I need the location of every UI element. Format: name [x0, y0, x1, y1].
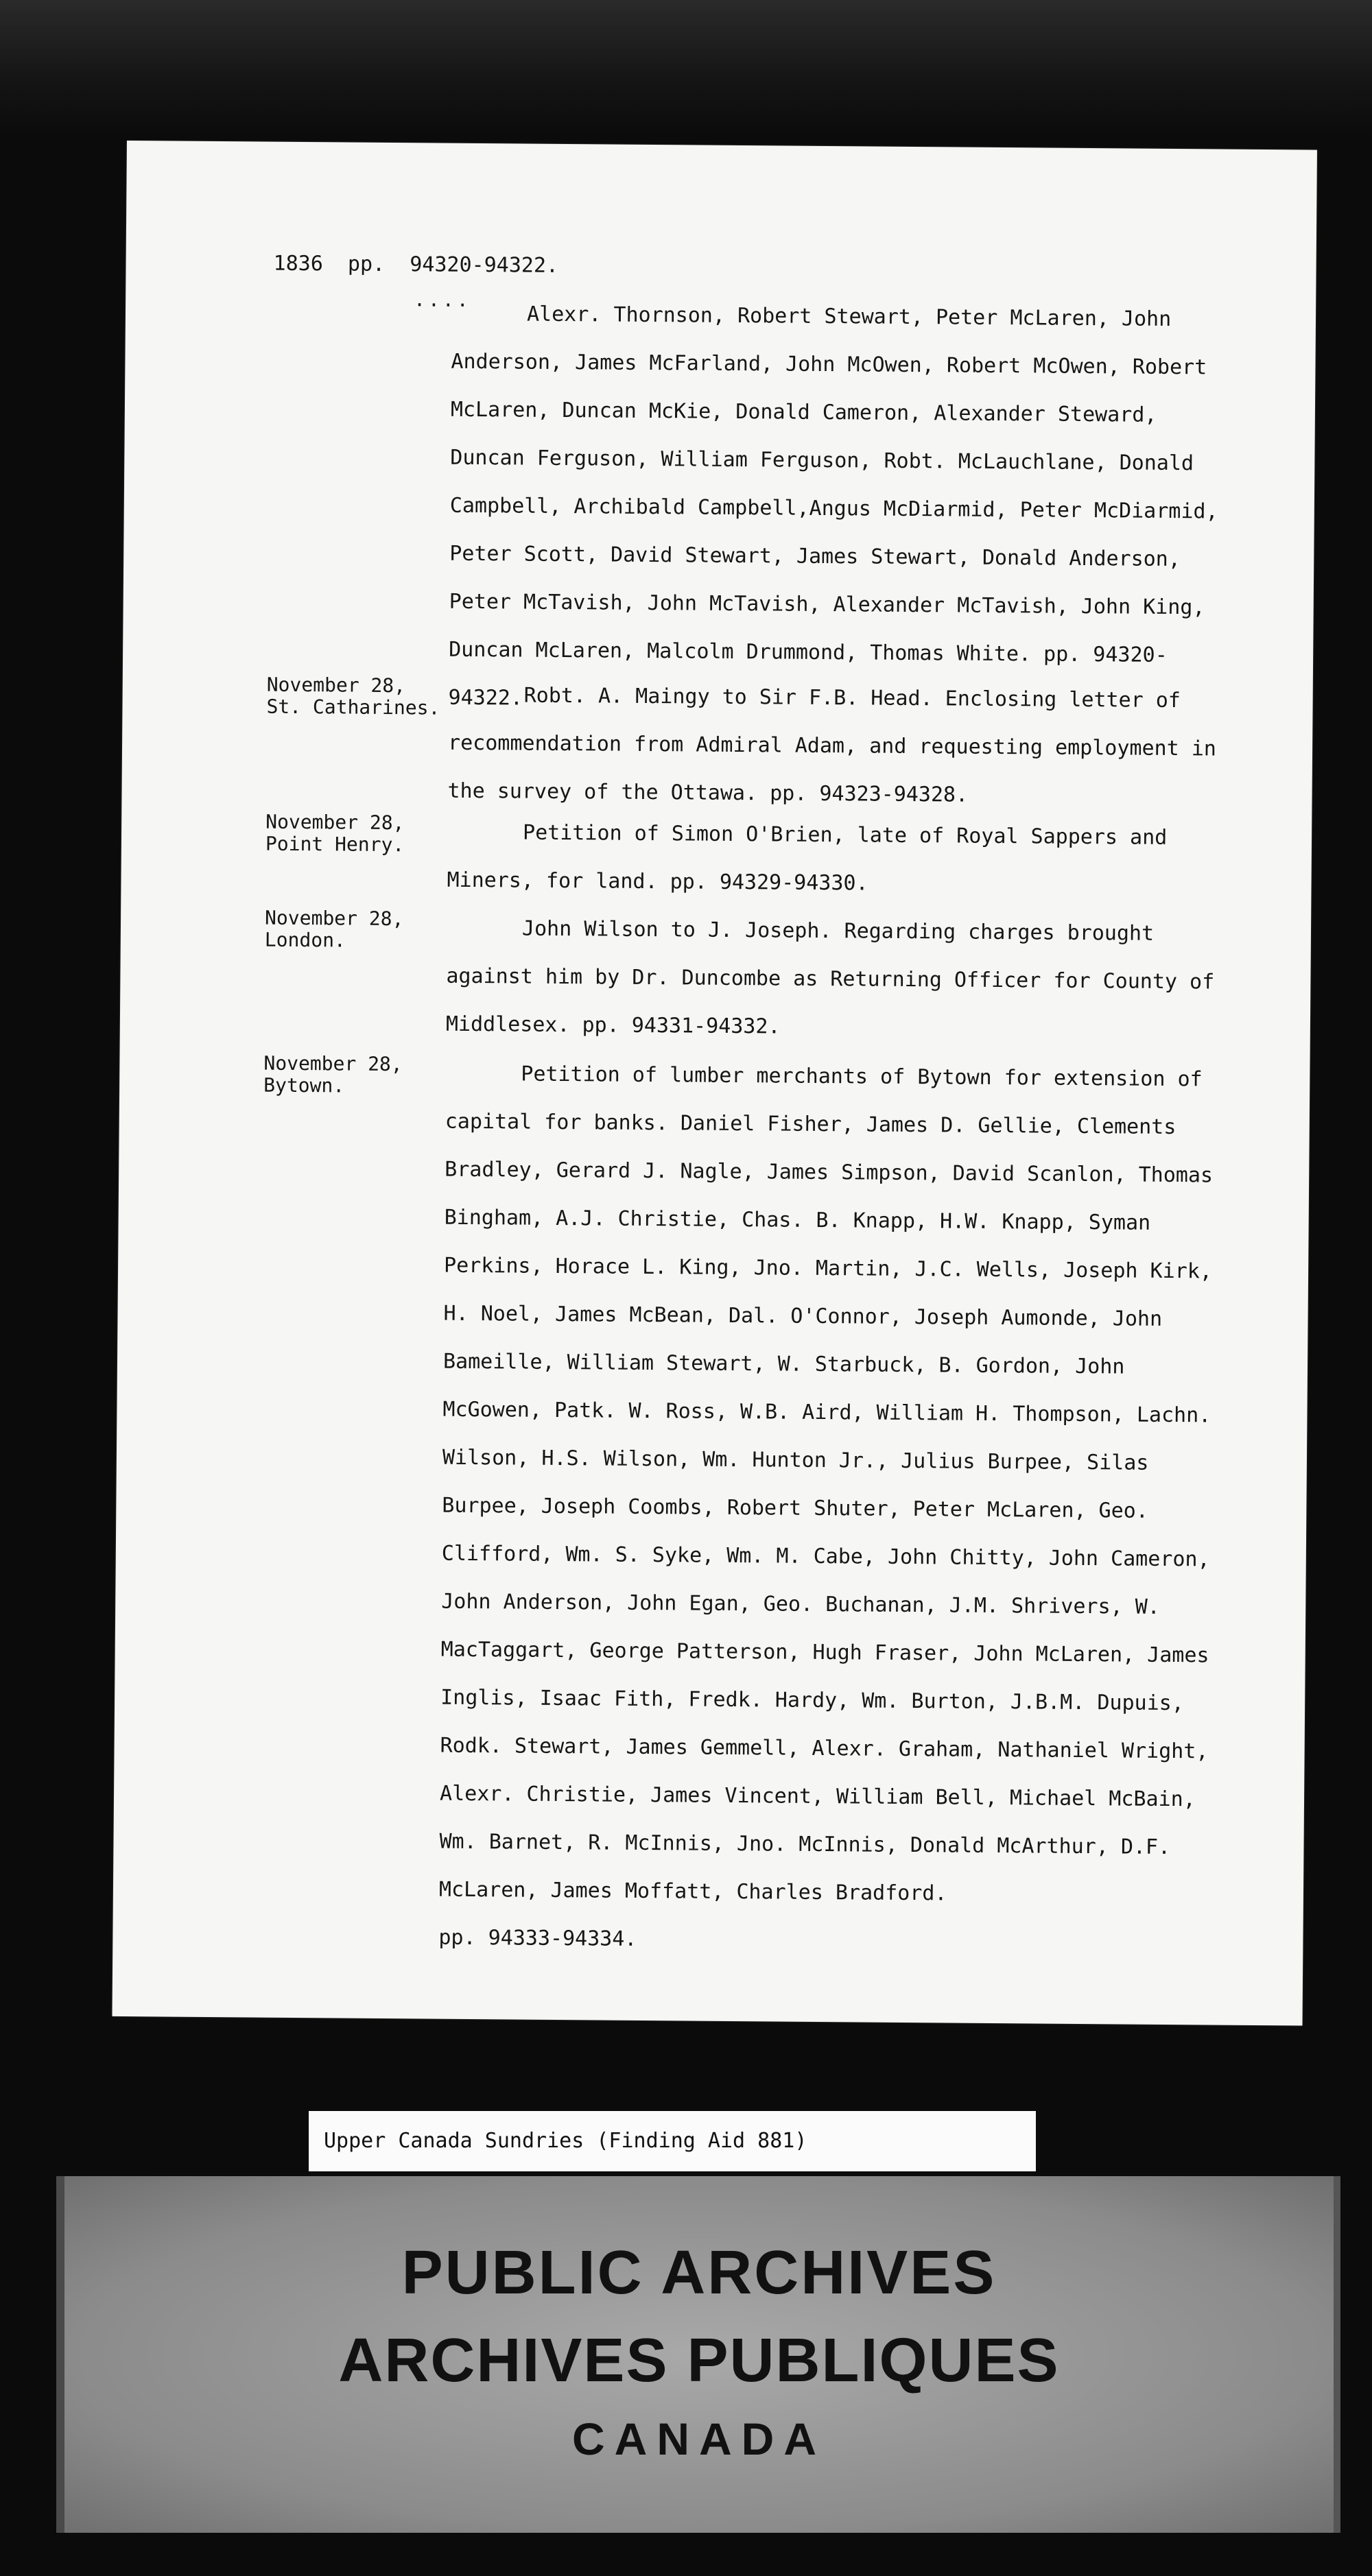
entry-text: Robt. A. Maingy to Sir F.B. Head. Enclosing letter of recommendation from Admiral Adam, and requesting employment in the survey of the Ottawa. pp. 94323-94328.	[447, 683, 1217, 807]
entry-date-place: November 28, Bytown.	[263, 1051, 403, 1097]
finding-aid-caption: Upper Canada Sundries (Finding Aid 881)	[309, 2111, 1036, 2171]
entry-text: Petition of Simon O'Brien, late of Royal Sappers and Miners, for land. pp. 94329-94330.	[447, 820, 1168, 896]
entry-date-place: November 28, London.	[264, 906, 404, 952]
header-pp-label: pp.	[347, 252, 386, 276]
header-year: 1836	[273, 251, 323, 276]
entry-date-place: November 28, Point Henry.	[265, 810, 405, 857]
stamp-line-country: CANADA	[572, 2413, 826, 2464]
header-line	[273, 252, 558, 278]
stamp-line-french: ARCHIVES PUBLIQUES	[338, 2326, 1060, 2395]
archives-stamp	[56, 2176, 1340, 2533]
entry-text: Alexr. Thornson, Robert Stewart, Peter McLaren, John Anderson, James McFarland, John McOwen, Robert McOwen, Robert McLaren, Duncan McKie, Donald Cameron, Alexander Steward, Duncan Ferguson, William Ferguson, Robt. McLauchlane, Donald Campbell, Archibald Campbell,Angus McDiarmid, Peter McDiarmid, Peter Scott, David Stewart, James Stewart, Donald Anderson, Peter McTavish, John McTavish, Alexander McTavish, John King, Duncan McLaren, Malcolm Drummond, Thomas White. pp. 94320-94322.	[448, 302, 1218, 711]
entry-text: John Wilson to J. Joseph. Regarding charges brought against him by Dr. Duncombe as Returning Officer for County of Middlesex. pp. 94331-94332.	[445, 916, 1215, 1039]
header-pages: 94320-94322.	[410, 252, 559, 278]
continuation-dots: ....	[414, 288, 471, 311]
stamp-line-english: PUBLIC ARCHIVES	[401, 2239, 997, 2307]
entry-date-place: November 28, St. Catharines.	[266, 673, 440, 719]
document-page	[113, 141, 1317, 2026]
film-border-top	[0, 0, 1372, 137]
entry-text: Petition of lumber merchants of Bytown for extension of capital for banks. Daniel Fisher, James D. Gellie, Clements Bradley, Gerard J. Nagle, James Simpson, David Scanlon, Thomas Bingham, A.J. Christie, Chas. B. Knapp, H.W. Knapp, Syman Perkins, Horace L. King, Jno. Martin, J.C. Wells, Joseph Kirk, H. Noel, James McBean, Dal. O'Connor, Joseph Aumonde, John Bameille, William Stewart, W. Starbuck, B. Gordon, John McGowen, Patk. W. Ross, W.B. Aird, William H. Thompson, Lachn. Wilson, H.S. Wilson, Wm. Hunton Jr., Julius Burpee, Silas Burpee, Joseph Coombs, Robert Shuter, Peter McLaren, Geo. Clifford, Wm. S. Syke, Wm. M. Cabe, John Chitty, John Cameron, John Anderson, John Egan, Geo. Buchanan, J.M. Shrivers, W. MacTaggart, George Patterson, Hugh Fraser, John McLaren, James Inglis, Isaac Fith, Fredk. Hardy, Wm. Burton, J.B.M. Dupuis, Rodk. Stewart, James Gemmell, Alexr. Graham, Nathaniel Wright, Alexr. Christie, James Vincent, William Bell, Michael McBain, Wm. Barnet, R. McInnis, Jno. McInnis, Donald McArthur, D.F. McLaren, James Moffatt, Charles Bradford. pp. 94333-94334.	[438, 1062, 1214, 1951]
